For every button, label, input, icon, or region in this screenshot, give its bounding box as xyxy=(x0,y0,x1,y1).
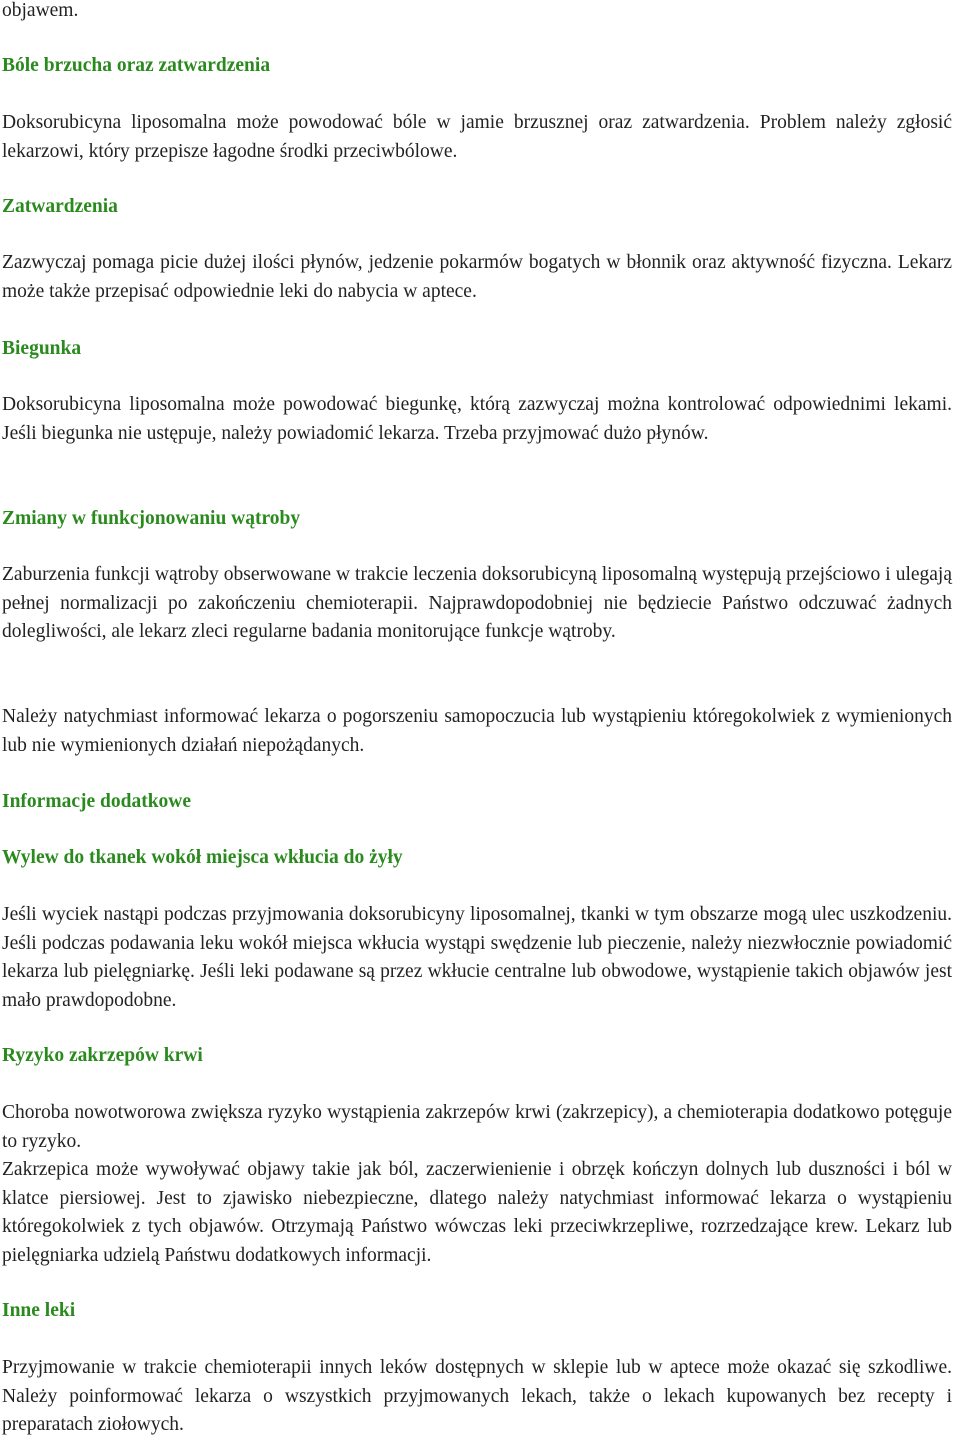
intro-fragment: objawem. xyxy=(2,0,79,21)
paragraph-liver-2: Należy natychmiast informować lekarza o pogorszeniu samopoczucia lub wystąpieniu któregokolwiek z wymienionych lub nie wymienionych działań niepożądanych. xyxy=(2,706,952,756)
paragraph-abdominal-pain: Doksorubicyna liposomalna może powodować bóle w jamie brzusznej oraz zatwardzenia. Problem należy zgłosić lekarzowi, który przepisze łagodne środki przeciwbólowe. xyxy=(2,112,952,162)
heading-blood-clots: Ryzyko zakrzepów krwi xyxy=(2,1045,203,1066)
heading-diarrhea: Biegunka xyxy=(2,338,82,359)
paragraph-diarrhea: Doksorubicyna liposomalna może powodować biegunkę, którą zazwyczaj można kontrolować odpowiednimi lekami. Jeśli biegunka nie ustępuje, należy powiadomić lekarza. Trzeba przyjmować dużo płynów. xyxy=(2,394,952,444)
paragraph-blood-clots-2: Zakrzepica może wywoływać objawy takie jak ból, zaczerwienienie i obrzęk kończyn dolnych lub duszności i ból w klatce piersiowej. Jest to zjawisko niebezpieczne, dlatego należy natychmiast informować lekarza o wystąpieniu któregokolwiek z tych objawów. Otrzymają Państwo wówczas leki przeciwkrzepliwe, rozrzedzające krew. Lekarz lub pielęgniarka udzielą Państwu dodatkowych informacji. xyxy=(2,1159,952,1266)
heading-liver: Zmiany w funkcjonowaniu wątroby xyxy=(2,508,301,529)
heading-abdominal-pain: Bóle brzucha oraz zatwardzenia xyxy=(2,55,271,76)
paragraph-other-drugs: Przyjmowanie w trakcie chemioterapii innych leków dostępnych w sklepie lub w aptece może okazać się szkodliwe. Należy poinformować lekarza o wszystkich przyjmowanych lekach, także o lekach kupowanych bez recepty i preparatach ziołowych. xyxy=(2,1357,952,1435)
paragraph-extravasation: Jeśli wyciek nastąpi podczas przyjmowania doksorubicyny liposomalnej, tkanki w tym obszarze mogą ulec uszkodzeniu. Jeśli podczas podawania leku wokół miejsca wkłucia wystąpi swędzenie lub pieczenie, należy niezwłocznie powiadomić lekarza lub pielęgniarkę. Jeśli leki podawane są przez wkłucie centralne lub obwodowe, wystąpienie takich objawów jest mało prawdopodobne. xyxy=(2,904,952,1011)
heading-extravasation: Wylew do tkanek wokół miejsca wkłucia do żyły xyxy=(2,847,403,868)
paragraph-blood-clots-1: Choroba nowotworowa zwiększa ryzyko wystąpienia zakrzepów krwi (zakrzepicy), a chemioterapia dodatkowo potęguje to ryzyko. xyxy=(2,1102,952,1152)
heading-constipation: Zatwardzenia xyxy=(2,196,118,217)
paragraph-constipation: Zazwyczaj pomaga picie dużej ilości płynów, jedzenie pokarmów bogatych w błonnik oraz aktywność fizyczna. Lekarz może także przepisać odpowiednie leki do nabycia w aptece. xyxy=(2,252,952,302)
paragraph-liver-1: Zaburzenia funkcji wątroby obserwowane w trakcie leczenia doksorubicyną liposomalną występują przejściowo i ulegają pełnej normalizacji po zakończeniu chemioterapii. Najprawdopodobniej nie będziecie Państwo odczuwać żadnych dolegliwości, ale lekarz zleci regularne badania monitorujące funkcje wątroby. xyxy=(2,564,952,642)
heading-other-drugs: Inne leki xyxy=(2,1300,76,1321)
heading-additional-info: Informacje dodatkowe xyxy=(2,791,192,812)
